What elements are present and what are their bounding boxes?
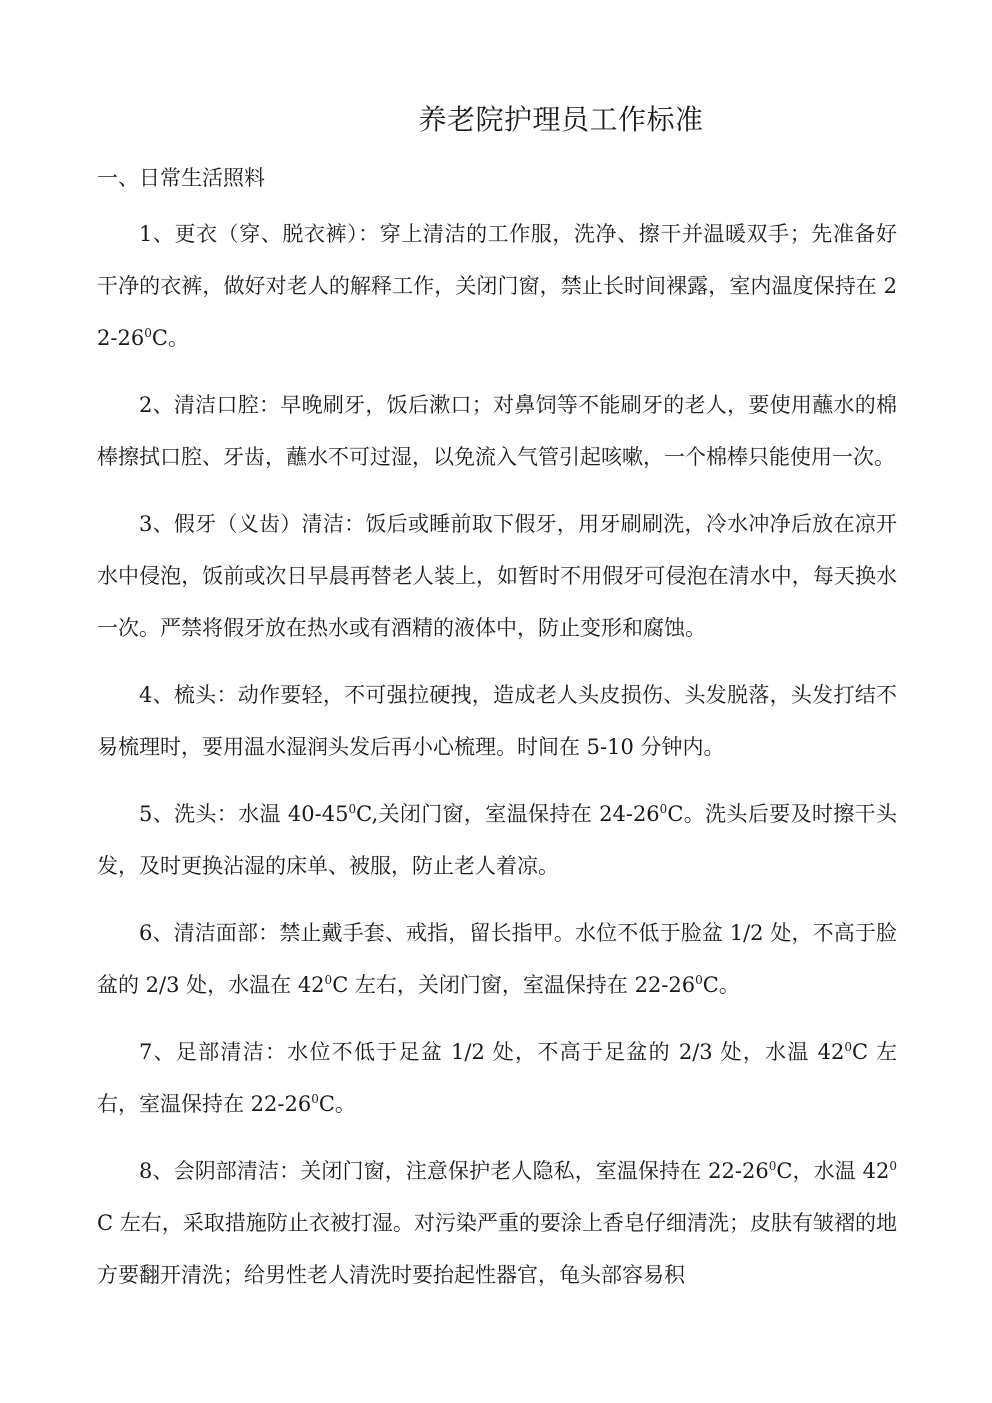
paragraph-text: C。洗头后要及时擦干头发，及时更换沾湿的床单、被服，防止老人着凉。 — [97, 802, 897, 878]
paragraph-text: 关闭门窗，注意保护老人隐私，室温保持在 22-26 — [300, 1159, 769, 1183]
superscript: 0 — [659, 802, 668, 816]
paragraph-face-cleaning — [97, 907, 897, 1011]
paragraph-text: C 左右，关闭门窗，室温保持在 22-26 — [332, 973, 696, 997]
paragraph-lead: 6、清洁面部： — [139, 921, 280, 945]
paragraph-text: 穿上清洁的工作服，洗净、擦干并温暖双手；先准备好干净的衣裤，做好对老人的解释工作，关闭门窗，禁止长时间裸露，室内温度保持在 22-26 — [97, 222, 897, 350]
paragraph-hair-washing — [97, 788, 897, 892]
paragraph-lead: 2、清洁口腔： — [139, 393, 281, 417]
paragraph-text: 饭后或睡前取下假牙，用牙刷刷洗，冷水冲净后放在凉开水中侵泡，饭前或次日早晨再替老人装上，如暂时不用假牙可侵泡在清水中，每天换水一次。严禁将假牙放在热水或有酒精的液体中，防止变形和腐蚀。 — [97, 512, 897, 640]
paragraph-lead: 1、更衣（穿、脱衣裤）： — [139, 222, 380, 246]
paragraph-denture-care — [97, 498, 897, 654]
section-heading: 一、日常生活照料 — [97, 166, 265, 190]
superscript: 0 — [348, 802, 357, 816]
paragraph-lead: 8、会阴部清洁： — [139, 1159, 301, 1183]
paragraph-lead: 7、足部清洁： — [139, 1040, 288, 1064]
paragraph-oral-care — [97, 379, 897, 483]
paragraph-lead: 5、洗头： — [139, 802, 239, 826]
paragraph-foot-cleaning — [97, 1026, 897, 1130]
paragraph-perineal-cleaning — [97, 1145, 897, 1301]
paragraph-text: C 左右，室温保持在 22-26 — [97, 1040, 897, 1116]
paragraph-dressing — [97, 208, 897, 364]
superscript: 0 — [324, 973, 333, 987]
paragraph-hair-combing — [97, 669, 897, 773]
paragraph-text: 水温 40-45 — [238, 802, 349, 826]
paragraph-text: C 左右，采取措施防止衣被打湿。对污染严重的要涂上香皂仔细清洗；皮肤有皱褶的地方要翻开清洗；给男性老人清洗时要抬起性器官，龟头部容易积 — [97, 1211, 897, 1287]
paragraph-text: C，水温 42 — [776, 1159, 890, 1183]
document-body — [97, 208, 897, 1316]
paragraph-text: C。 — [318, 1092, 356, 1116]
paragraph-text: 动作要轻，不可强拉硬拽，造成老人头皮损伤、头发脱落，头发打结不易梳理时，要用温水湿润头发后再小心梳理。时间在 5-10 分钟内。 — [97, 683, 897, 759]
superscript: 0 — [144, 326, 152, 340]
paragraph-text: C。 — [702, 973, 740, 997]
superscript: 0 — [844, 1040, 852, 1054]
paragraph-text: 早晚刷牙，饭后漱口；对鼻饲等不能刷牙的老人，要使用蘸水的棉棒擦拭口腔、牙齿，蘸水不可过湿，以免流入气管引起咳嗽，一个棉棒只能使用一次。 — [97, 393, 897, 469]
paragraph-lead: 3、假牙（义齿）清洁： — [139, 512, 366, 536]
paragraph-lead: 4、梳头： — [139, 683, 238, 707]
superscript: 0 — [768, 1159, 777, 1173]
paragraph-text: C,关闭门窗，室温保持在 24-26 — [356, 802, 660, 826]
superscript: 0 — [889, 1159, 897, 1173]
paragraph-text: C。 — [151, 326, 189, 350]
superscript: 0 — [695, 973, 703, 987]
paragraph-text: 水位不低于足盆 1/2 处，不高于足盆的 2/3 处，水温 42 — [287, 1040, 845, 1064]
document-title: 养老院护理员工作标准 — [418, 103, 704, 136]
superscript: 0 — [311, 1092, 319, 1106]
paragraph-text: 禁止戴手套、戒指，留长指甲。水位不低于脸盆 1/2 处，不高于脸盆的 2/3 处，水温在 42 — [97, 921, 897, 997]
